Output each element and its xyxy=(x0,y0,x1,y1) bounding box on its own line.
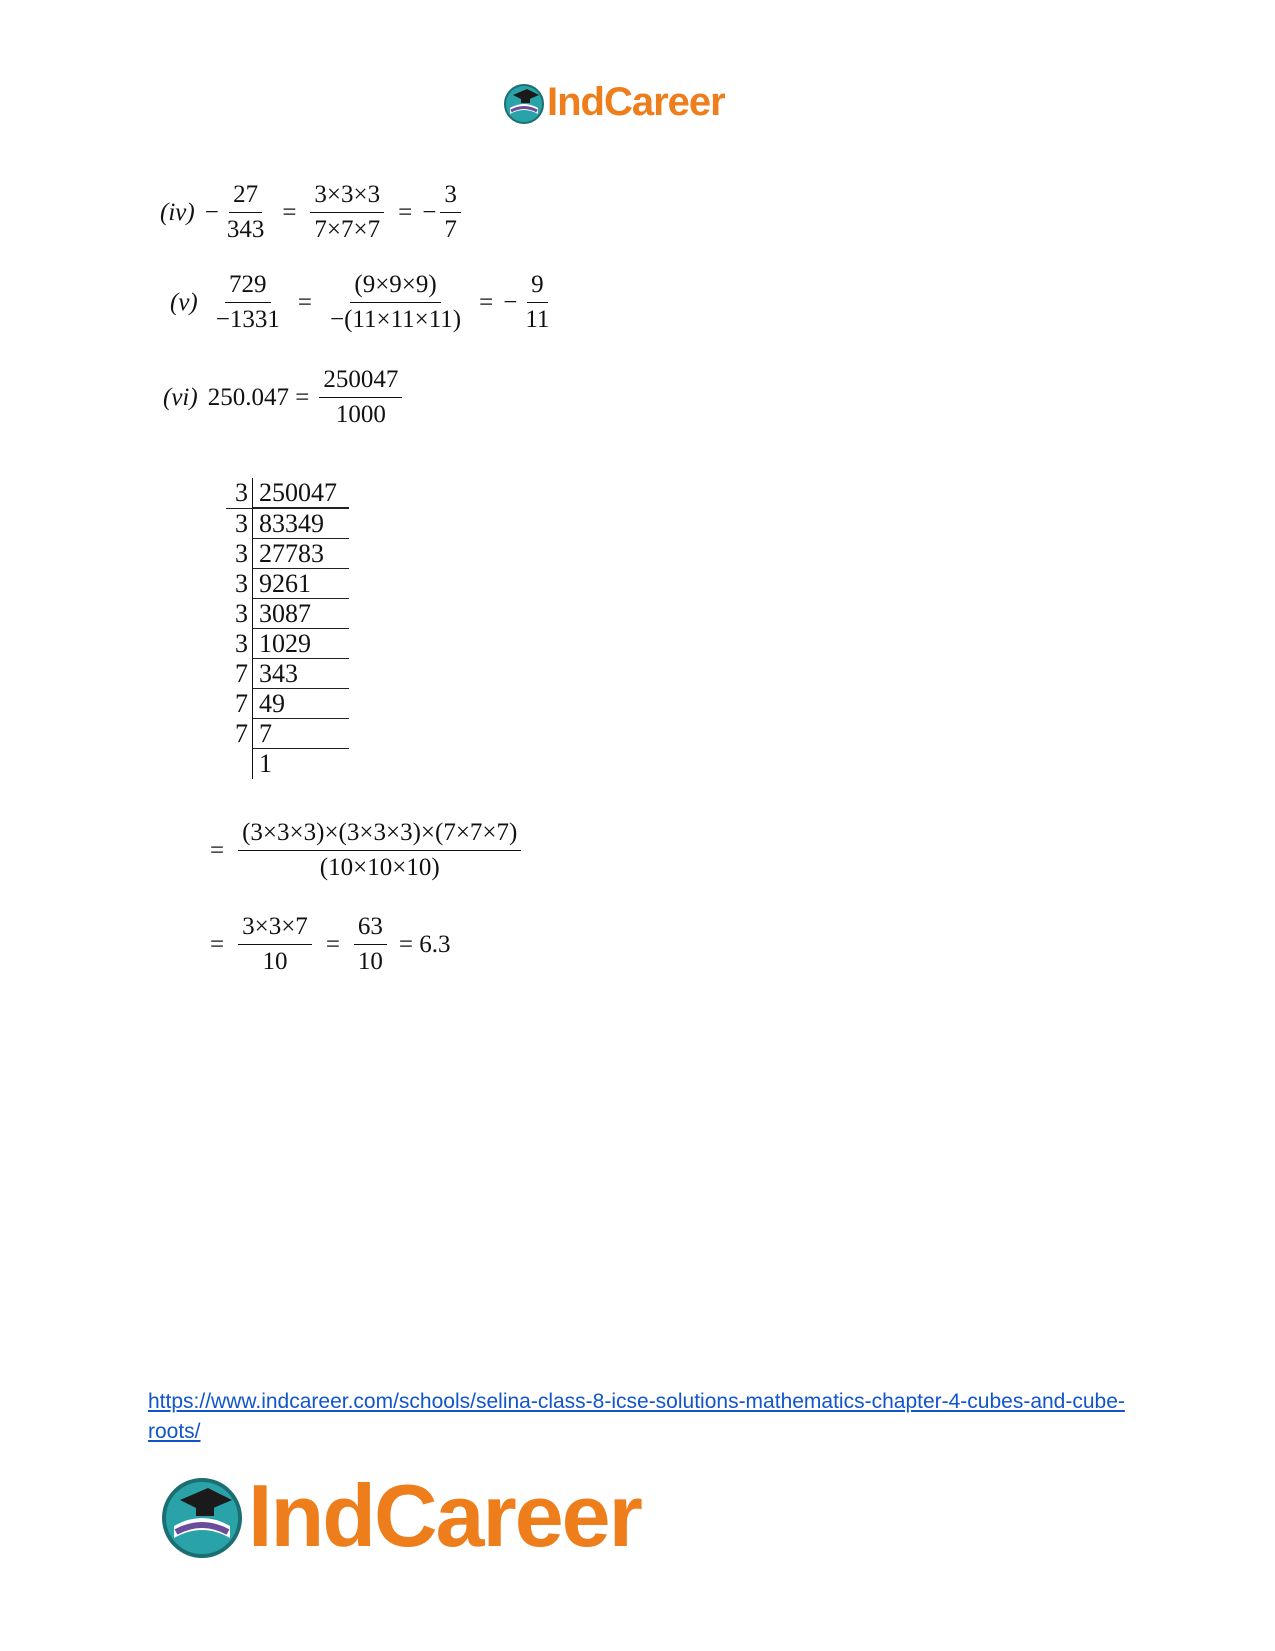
step-2 xyxy=(210,912,451,977)
divisor: 7 xyxy=(226,659,253,689)
equation-vi xyxy=(163,365,406,430)
dividend: 7 xyxy=(253,719,349,749)
fraction xyxy=(310,180,384,245)
fraction xyxy=(238,912,312,977)
numerator: 729 xyxy=(225,270,271,303)
fraction xyxy=(212,270,284,335)
equals-sign: = xyxy=(479,288,494,316)
division-row xyxy=(226,719,349,749)
equals-sign: = xyxy=(210,930,225,958)
denominator: 11 xyxy=(525,306,550,333)
denominator: 343 xyxy=(226,216,265,243)
denominator: 7×7×7 xyxy=(314,216,381,243)
fraction xyxy=(440,180,461,245)
equals-sign: = xyxy=(282,198,297,226)
divisor: 3 xyxy=(226,509,253,539)
dividend: 1 xyxy=(259,749,272,778)
numerator: 27 xyxy=(229,180,262,213)
division-row xyxy=(226,599,349,629)
division-row xyxy=(226,509,349,539)
divisor xyxy=(226,749,253,779)
graduation-book-icon xyxy=(160,1474,244,1558)
part-label: (iv) xyxy=(160,198,195,226)
equation-iv xyxy=(160,180,465,245)
denominator: 7 xyxy=(444,216,457,243)
fraction xyxy=(354,912,387,977)
division-row xyxy=(226,478,349,509)
numerator: 3×3×7 xyxy=(238,912,312,945)
division-row xyxy=(226,659,349,689)
denominator: (10×10×10) xyxy=(319,854,440,881)
final-result: = 6.3 xyxy=(398,930,451,958)
numerator: 3×3×3 xyxy=(310,180,384,213)
numerator: 63 xyxy=(354,912,387,945)
logo-wordmark: IndCareer xyxy=(547,80,725,124)
divisor: 3 xyxy=(226,539,253,569)
division-row xyxy=(226,749,349,779)
fraction xyxy=(326,270,465,335)
division-row xyxy=(226,539,349,569)
dividend: 83349 xyxy=(253,509,349,539)
denominator: 1000 xyxy=(335,401,386,428)
division-row xyxy=(226,569,349,599)
fraction xyxy=(238,818,521,883)
minus-sign: − xyxy=(204,198,219,226)
numerator: 250047 xyxy=(319,365,402,398)
divisor: 3 xyxy=(226,569,253,599)
fraction xyxy=(223,180,269,245)
numerator: (3×3×3)×(3×3×3)×(7×7×7) xyxy=(238,818,521,851)
fraction xyxy=(521,270,553,335)
equation-v xyxy=(170,270,557,335)
division-row xyxy=(226,689,349,719)
numerator: 3 xyxy=(440,180,461,213)
decimal-value: 250.047 = xyxy=(207,383,310,411)
equals-sign: = xyxy=(297,288,312,316)
divisor: 3 xyxy=(226,629,253,659)
dividend: 3087 xyxy=(253,599,349,629)
denominator: −(11×11×11) xyxy=(329,306,462,333)
division-ladder xyxy=(226,478,349,779)
logo-wordmark: IndCareer xyxy=(248,1466,641,1565)
dividend: 49 xyxy=(253,689,349,719)
part-label: (v) xyxy=(170,288,198,316)
minus-sign: − xyxy=(503,288,518,316)
divisor: 3 xyxy=(226,478,253,508)
division-row xyxy=(226,629,349,659)
divisor: 7 xyxy=(226,719,253,749)
denominator: 10 xyxy=(262,948,288,975)
dividend: 1029 xyxy=(253,629,349,659)
dividend: 343 xyxy=(253,659,349,689)
dividend: 27783 xyxy=(253,539,349,569)
divisor: 7 xyxy=(226,689,253,719)
part-label: (vi) xyxy=(163,383,198,411)
footer-logo xyxy=(160,1465,641,1567)
denominator: −1331 xyxy=(215,306,280,333)
equals-sign: = xyxy=(398,198,413,226)
dividend: 250047 xyxy=(253,478,349,508)
equals-sign: = xyxy=(210,836,225,864)
denominator: 10 xyxy=(357,948,383,975)
dividend: 9261 xyxy=(253,569,349,599)
divisor: 3 xyxy=(226,599,253,629)
graduation-book-icon xyxy=(503,82,545,124)
equals-sign: = xyxy=(325,930,340,958)
header-logo xyxy=(503,80,725,125)
minus-sign: − xyxy=(422,198,437,226)
source-link[interactable]: https://www.indcareer.com/schools/selina-class-8-icse-solutions-mathematics-chapter-4-cubes-and-cube-roots/ xyxy=(148,1390,1125,1443)
numerator: (9×9×9) xyxy=(350,270,440,303)
numerator: 9 xyxy=(527,270,548,303)
fraction xyxy=(319,365,402,430)
step-1 xyxy=(210,818,525,883)
